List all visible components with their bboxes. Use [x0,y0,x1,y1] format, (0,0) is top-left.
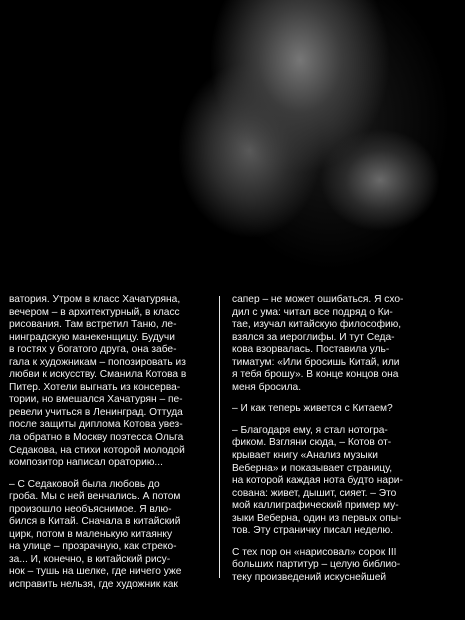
text-line: ревели учиться в Ленинград. Оттуда [9,406,183,418]
left-paragraph-1 [9,294,207,470]
text-line: больших партитур – целую библио- [232,559,401,571]
text-line: сапер – не может ошибаться. Я схо- [232,294,404,305]
text-line: я тебя брошу». В конце концов она [232,369,399,381]
text-line: теку произведений искуснейшей [232,571,387,583]
text-line: Веберна» и показывает страницу, [232,462,393,474]
text-line: дил с ума: читал все подряд о Ки- [232,306,393,318]
text-line: Седакова, на стихи которой молодой [9,444,185,456]
text-line: меня бросила. [232,381,302,393]
text-line: на улице – прозрачную, как стреко- [9,541,177,553]
text-line: мой каллиграфический пример му- [232,500,399,512]
text-line: сована: живет, дышит, сияет. – Это [232,487,397,499]
text-line: – И как теперь живется с Китаем? [232,403,393,415]
left-paragraph-2 [9,479,207,592]
text-line: ватория. Утром в класс Хачатуряна, [9,294,181,305]
right-paragraph-3 [232,425,430,538]
text-line: С тех пор он «нарисовал» сорок III [232,546,397,558]
text-line: тае, изучал китайскую философию, [232,319,402,331]
column-divider [219,296,220,578]
text-line: гала к художникам – попозировать из [9,356,186,368]
text-line: в гостях у богатого друга, она забе- [9,344,177,356]
text-line: на которой каждая нота будто нари- [232,475,403,487]
text-line: рисования. Там встретил Таню, ле- [9,319,177,331]
text-line: гроба. Мы с ней венчались. А потом [9,491,181,503]
article-column-right [232,294,430,593]
text-line: бился в Китай. Сначала в китайский [9,516,181,528]
text-line: исправить нельзя, где художник как [9,579,178,591]
right-paragraph-4 [232,547,430,585]
text-line: ла обратно в Москву поэтесса Ольга [9,432,184,444]
text-line: после защиты диплома Котова увез- [9,419,183,431]
text-line: композитор написал ораторию... [9,457,163,469]
text-line: – Благодаря ему, я стал нотогра- [232,424,388,436]
right-paragraph-1 [232,294,430,394]
text-line: фиком. Взгляни сюда, – Котов от- [232,437,392,449]
text-line: нинградскую манекенщицу. Будучи [9,331,175,343]
text-line: нок – тушь на шелке, где ничего уже [9,566,182,578]
text-line: тиматум: «Или бросишь Китай, или [232,356,400,368]
text-line: тории, но вмешался Хачатурян – пе- [9,394,183,406]
text-line: взялся за иероглифы. И тут Седа- [232,331,395,343]
text-line: цирк, потом в маленькую китаянку [9,528,173,540]
text-line: за... И, конечно, в китайский рису- [9,553,171,565]
text-line: крывает книгу «Анализ музыки [232,450,378,462]
article-column-left [9,294,207,601]
text-line: тов. Эту страничку писал неделю. [232,525,394,537]
text-line: – С Седаковой была любовь до [9,478,160,490]
text-line: вечером – в архитектурный, в класс [9,306,180,318]
text-line: зыки Веберна, один из первых опы- [232,512,402,524]
text-line: произошло необъяснимое. Я влю- [9,503,172,515]
text-line: любви к искусству. Сманила Котова в [9,369,187,381]
text-line: кова взорвалась. Поставила уль- [232,344,390,356]
text-line: Питер. Хотели выгнать из консерва- [9,381,181,393]
right-paragraph-2 [232,403,430,416]
portrait-photo [0,0,465,290]
